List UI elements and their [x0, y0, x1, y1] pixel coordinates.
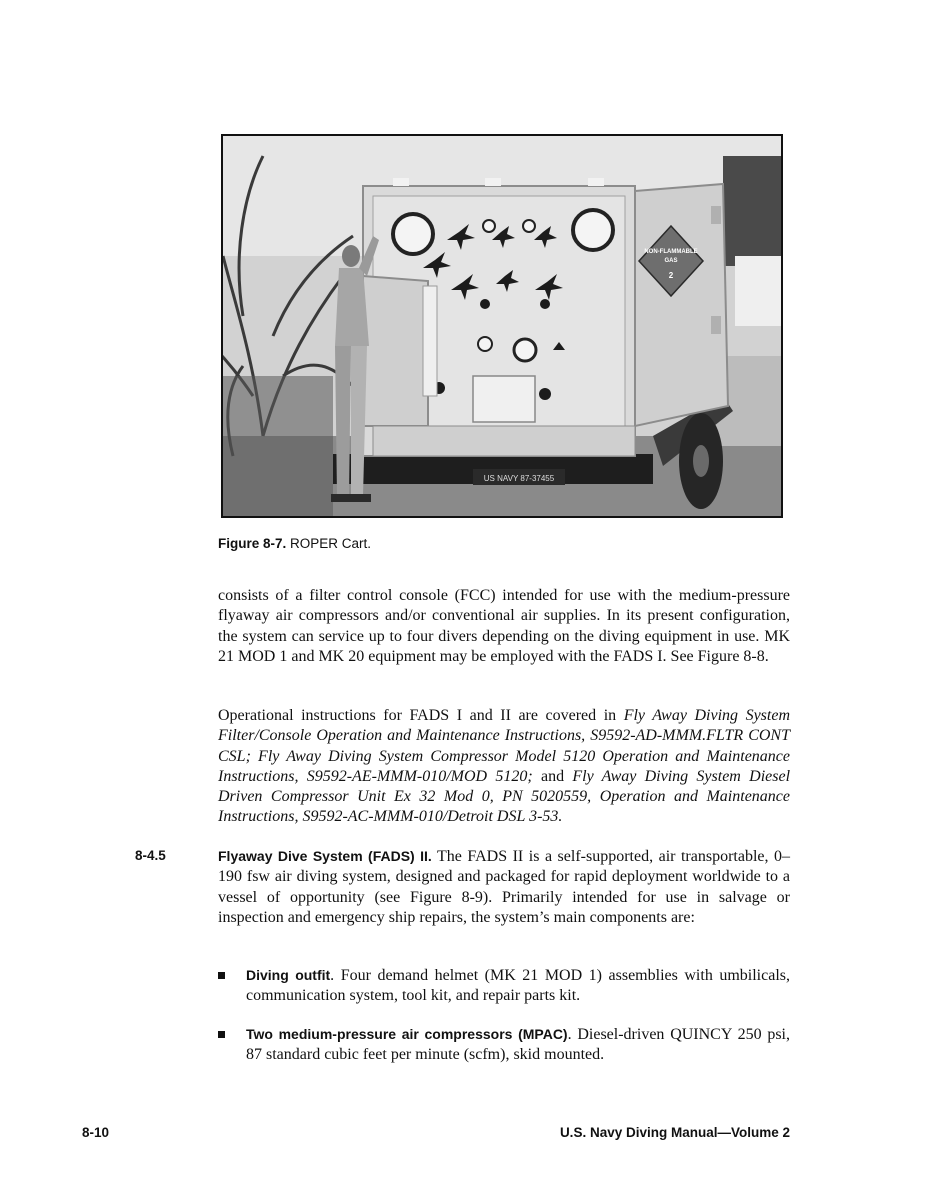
bullet-text: . Diesel-driven QUINCY 250 psi, 87 standard cubic feet per minute (scfm), skid mounted. [246, 1026, 790, 1064]
bullet-lead: Diving outfit [246, 967, 331, 983]
manual-title: U.S. Navy Diving Manual—Volume 2 [559, 1125, 790, 1140]
p2-reference-2: Fly Away Diving System Diesel Driven Compressor Unit Ex 32 Mod 0, PN 5020559, Operation and Maintenance Instructions, S9592-AC-MMM-010/Detroit DSL 3-53. [218, 767, 791, 826]
figure-caption [218, 536, 371, 551]
list-item [218, 1024, 790, 1066]
bullet-square-icon [218, 1031, 225, 1038]
section-paragraph [218, 846, 790, 928]
pressure-gauge-right [573, 210, 613, 250]
pressure-gauge-left [393, 214, 433, 254]
svg-text:2: 2 [668, 271, 674, 280]
trailer-plate: US NAVY 87-37455 [483, 474, 555, 483]
svg-text:GAS: GAS [664, 258, 678, 264]
roper-cart-photo [223, 136, 781, 516]
list-item [218, 965, 790, 1007]
p2-and: and [532, 767, 573, 785]
figure-title: ROPER Cart. [290, 536, 372, 551]
paragraph-fads-i: consists of a filter control console (FCC) intended for use with the medium-pressure flyaway air compressors and/or conventional air supplies. In its present configuration, the system can service up to four divers depending on the diving equipment in use. MK 21 MOD 1 and MK 20 equipment may be employed with the FADS I. See Figure 8-8. [218, 587, 790, 665]
page-number: 8-10 [82, 1125, 110, 1140]
bullet-lead: Two medium-pressure air compressors (MPAC) [246, 1026, 568, 1042]
svg-text:NON-FLAMMABLE: NON-FLAMMABLE [644, 249, 698, 255]
section-text: The FADS II is a self-supported, air transportable, 0–190 fsw air diving system, designed and packaged for rapid deployment worldwide to a vessel of opportunity (see Figure 8-9). Primarily intended for use in salvage or inspection and emergency ship repairs, the system’s main components are: [218, 848, 790, 926]
p2-intro: Operational instructions for FADS I and II are covered in [218, 707, 624, 724]
figure-label: Figure 8-7. [218, 536, 287, 551]
paragraph-operational-instructions [218, 706, 790, 828]
bullet-text: . Four demand helmet (MK 21 MOD 1) assemblies with umbilicals, communication system, tool kit, and repair parts kit. [246, 967, 790, 1005]
section-title: Flyaway Dive System (FADS) II. [218, 848, 432, 864]
bullet-square-icon [218, 972, 225, 979]
section-number: 8-4.5 [135, 848, 166, 863]
p2-reference-1: Fly Away Diving System Filter/Console Operation and Maintenance Instructions, S9592-AD-MMM.FLTR CONT CSL; Fly Away Diving System Compressor Model 5120 Operation and Maintenance Instructions, S9592-AE-MMM-010/MOD 5120; [218, 707, 791, 785]
figure-photo [221, 134, 783, 518]
